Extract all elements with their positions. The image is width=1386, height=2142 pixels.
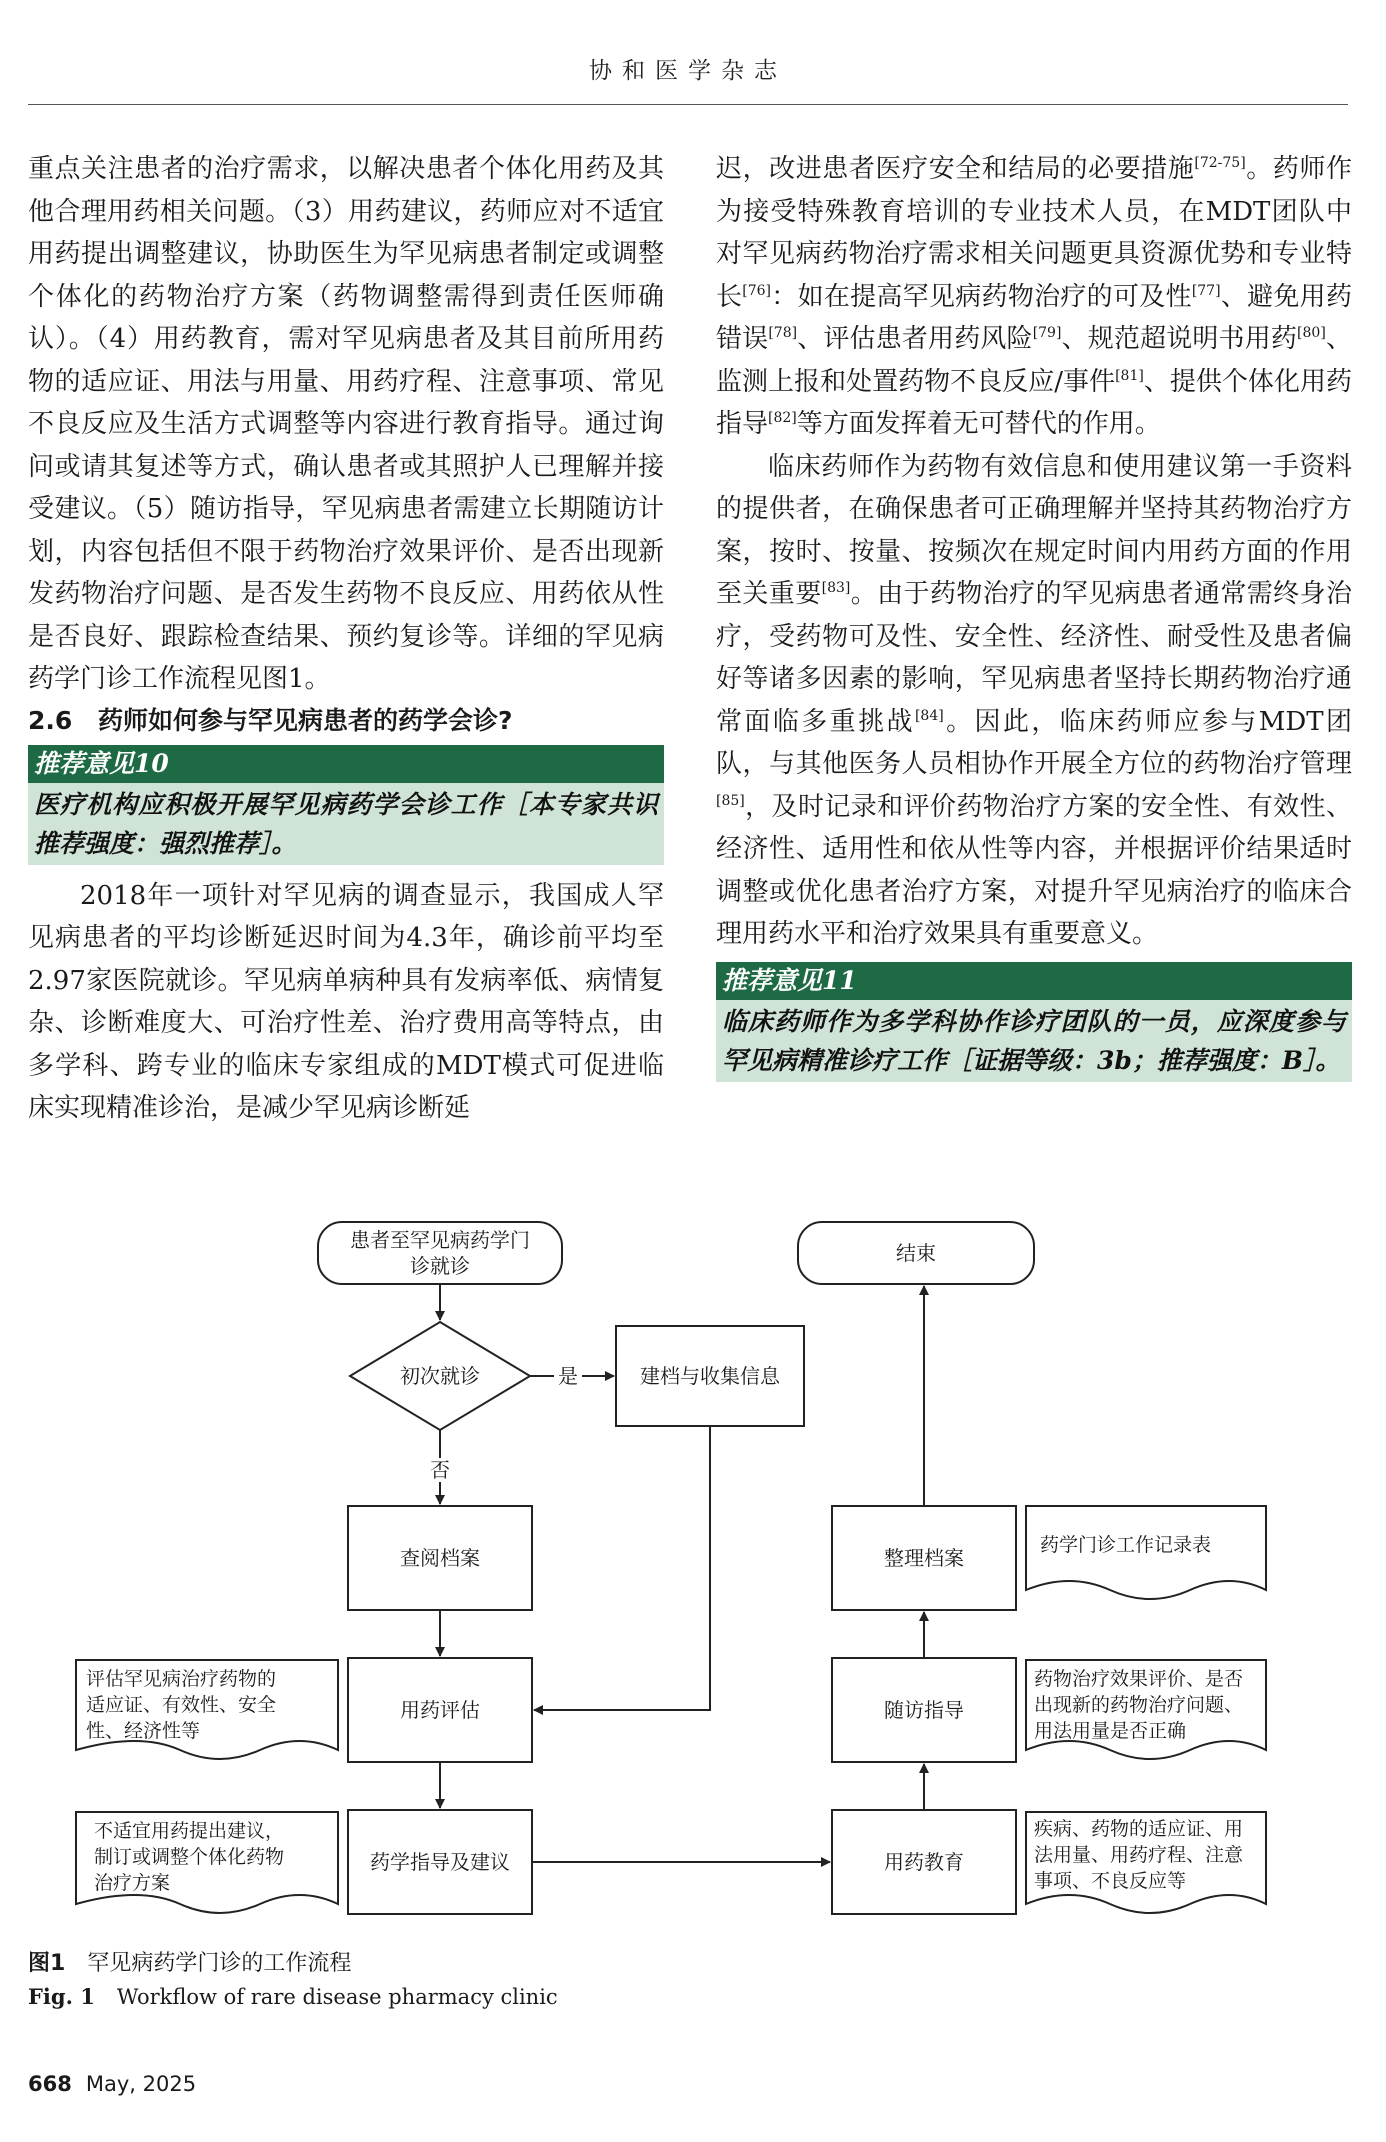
recommendation-10-title: 推荐意见10 <box>28 745 664 783</box>
guide-note-text: 不适宜用药提出建议，制订或调整个体化药物治疗方案 <box>94 1820 285 1894</box>
end-node-label: 结束 <box>896 1241 936 1265</box>
assess-node-label: 用药评估 <box>400 1698 480 1722</box>
educate-note-text: 疾病、药物的适应证、用法用量、用药疗程、注意事项、不良反应等 <box>1034 1818 1244 1892</box>
citation: [83] <box>821 580 851 596</box>
left-paragraph-2: 2018年一项针对罕见病的调查显示，我国成人罕见病患者的平均诊断延迟时间为4.3年，确诊前平均至2.97家医院就诊。罕见病单病种具有发病率低、病情复杂、诊断难度大、可治疗性差、治疗费用高等特点，由多学科、跨专业的临床专家组成的MDT模式可促进临床实现精准诊治，是减少罕见病诊断延 <box>28 880 664 1123</box>
recommendation-11-text: 临床药师作为多学科协作诊疗团队的一员，应深度参与罕见病精准诊疗工作［证据等级：3b；推荐强度：B］。 <box>716 1000 1352 1082</box>
start-node-label: 患者至罕见病药学门诊就诊 <box>350 1228 530 1278</box>
citation: [72-75] <box>1194 155 1246 171</box>
page-footer <box>28 2072 196 2096</box>
archive-node-label: 整理档案 <box>884 1546 964 1570</box>
figure-caption-cn <box>28 1946 351 1977</box>
figure-title-cn: 罕见病药学门诊的工作流程 <box>87 1951 352 1976</box>
recommendation-10 <box>28 745 664 865</box>
section-heading <box>28 703 664 739</box>
arrow-register-to-assess <box>534 1426 710 1710</box>
citation: [79] <box>1032 325 1062 341</box>
left-column <box>28 148 664 1130</box>
section-title: 药师如何参与罕见病患者的药学会诊? <box>98 705 513 735</box>
archive-note-text: 药学门诊工作记录表 <box>1040 1534 1212 1556</box>
review-node-label: 查阅档案 <box>400 1546 480 1570</box>
figure-caption-en <box>28 1984 558 2009</box>
section-number: 2.6 <box>28 705 73 735</box>
recommendation-11-title: 推荐意见11 <box>716 962 1352 1000</box>
journal-header: 协和医学杂志 <box>589 58 787 84</box>
workflow-flowchart <box>60 1210 1280 1930</box>
right-paragraph-1: 迟，改进患者医疗安全和结局的必要措施[72-75]。药师作为接受特殊教育培训的专业技术人员，在MDT团队中对罕见病药物治疗需求相关问题更具资源优势和专业特长[76]：如在提高罕见病药物治疗的可及性[77]、避免用药错误[78]、评估患者用药风险[79]、规范超说明书用药[80]、监测上报和处置药物不良反应/事件[81]、提供个体化用药指导[82]等方面发挥着无可替代的作用。 <box>716 154 1352 439</box>
yes-label: 是 <box>558 1364 578 1388</box>
no-label: 否 <box>430 1458 450 1482</box>
figure-label-en: Fig. 1 <box>28 1984 95 2009</box>
recommendation-11 <box>716 962 1352 1082</box>
figure-title-en: Workflow of rare disease pharmacy clinic <box>116 1985 558 2009</box>
recommendation-10-text: 医疗机构应积极开展罕见病药学会诊工作［本专家共识推荐强度：强烈推荐］。 <box>28 783 664 865</box>
assess-note-text: 评估罕见病治疗药物的适应证、有效性、安全性、经济性等 <box>86 1668 277 1742</box>
citation: [76] <box>742 282 772 299</box>
citation: [77] <box>1191 282 1221 299</box>
citation: [81] <box>1115 367 1144 384</box>
citation: [84] <box>914 707 944 724</box>
citation: [82] <box>768 410 797 426</box>
left-paragraph-1: 重点关注患者的治疗需求，以解决患者个体化用药及其他合理用药相关问题。（3）用药建议，药师应对不适宜用药提出调整建议，协助医生为罕见病患者制定或调整个体化的药物治疗方案（药物调整需得到责任医师确认）。（4）用药教育，需对罕见病患者及其目前所用药物的适应证、用法与用量、用药疗程、注意事项、常见不良反应及生活方式调整等内容进行教育指导。通过询问或请其复述等方式，确认患者或其照护人已理解并接受建议。（5）随访指导，罕见病患者需建立长期随访计划，内容包括但不限于药物治疗效果评价、是否出现新发药物治疗问题、是否发生药物不良反应、用药依从性是否良好、跟踪检查结果、预约复诊等。详细的罕见病药学门诊工作流程见图1。 <box>28 154 664 694</box>
guide-node-label: 药学指导及建议 <box>370 1850 510 1874</box>
citation: [78] <box>768 325 798 341</box>
right-column <box>716 148 1352 1092</box>
right-paragraph-2: 临床药师作为药物有效信息和使用建议第一手资料的提供者，在确保患者可正确理解并坚持其药物治疗方案，按时、按量、按频次在规定时间内用药方面的作用至关重要[83]。由于药物治疗的罕见病患者通常需终身治疗，受药物可及性、安全性、经济性、耐受性及患者偏好等诸多因素的影响，罕见病患者坚持长期药物治疗通常面临多重挑战[84]。因此，临床药师应参与MDT团队，与其他医务人员相协作开展全方位的药物治疗管理[85]，及时记录和评价药物治疗方案的安全性、有效性、经济性、适用性和依从性等内容，并根据评价结果适时调整或优化患者治疗方案，对提升罕见病治疗的临床合理用药水平和治疗效果具有重要意义。 <box>716 451 1352 949</box>
followup-note-text: 药物治疗效果评价、是否出现新的药物治疗问题、用法用量是否正确 <box>1034 1668 1244 1742</box>
header-rule <box>28 104 1348 105</box>
register-node-label: 建档与收集信息 <box>640 1364 780 1388</box>
citation: [85] <box>716 792 745 809</box>
decision-node-label: 初次就诊 <box>400 1364 480 1388</box>
figure-label-cn: 图1 <box>28 1951 66 1976</box>
page-number: 668 <box>28 2072 72 2096</box>
followup-node-label: 随访指导 <box>884 1698 964 1722</box>
issue-date: May, 2025 <box>85 2072 197 2096</box>
citation: [80] <box>1297 325 1326 341</box>
educate-node-label: 用药教育 <box>884 1850 964 1874</box>
